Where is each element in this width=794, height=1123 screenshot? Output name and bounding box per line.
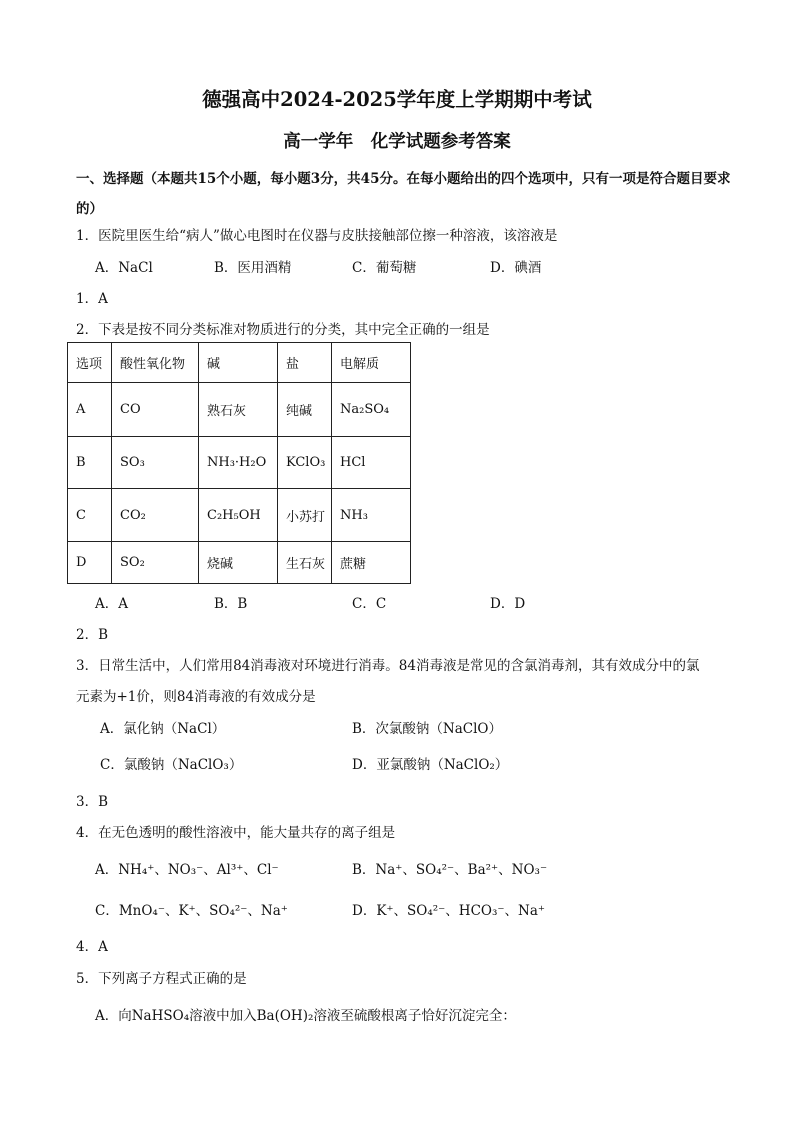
q2-answer: 2．B bbox=[76, 627, 109, 643]
table-cell: D bbox=[68, 542, 112, 584]
q5-stem: 5．下列离子方程式正确的是 bbox=[76, 971, 247, 987]
classification-table bbox=[67, 342, 411, 584]
table-cell: C bbox=[68, 489, 112, 542]
q4-answer: 4．A bbox=[76, 939, 108, 955]
table-cell: CO bbox=[112, 383, 199, 437]
q1-answer: 1．A bbox=[76, 291, 108, 307]
q4-option-c: C．MnO₄⁻、K⁺、SO₄²⁻、Na⁺ bbox=[95, 903, 288, 919]
table-row bbox=[68, 437, 411, 489]
table-cell: 熟石灰 bbox=[199, 383, 278, 437]
table-cell: SO₃ bbox=[112, 437, 199, 489]
table-row bbox=[68, 383, 411, 437]
q2-option-d: D．D bbox=[490, 596, 526, 612]
table-cell: B bbox=[68, 437, 112, 489]
table-header-cell: 选项 bbox=[68, 343, 112, 383]
table-cell: SO₂ bbox=[112, 542, 199, 584]
table-header-cell: 酸性氧化物 bbox=[112, 343, 199, 383]
q2-option-a: A．A bbox=[95, 596, 128, 612]
q2-stem: 2．下表是按不同分类标准对物质进行的分类，其中完全正确的一组是 bbox=[76, 322, 490, 338]
table-header-cell: 盐 bbox=[278, 343, 332, 383]
exam-subtitle: 高一学年 化学试题参考答案 bbox=[283, 132, 511, 152]
table-cell: 纯碱 bbox=[278, 383, 332, 437]
table-cell: 蔗糖 bbox=[332, 542, 411, 584]
table-row bbox=[68, 489, 411, 542]
q3-stem-line2: 元素为+1价，则84消毒液的有效成分是 bbox=[76, 689, 316, 705]
table-row bbox=[68, 542, 411, 584]
table-cell: CO₂ bbox=[112, 489, 199, 542]
q3-option-b: B．次氯酸钠（NaClO） bbox=[352, 721, 502, 737]
table-cell: 生石灰 bbox=[278, 542, 332, 584]
table-cell: KClO₃ bbox=[278, 437, 332, 489]
q2-option-b: B．B bbox=[214, 596, 248, 612]
q2-option-c: C．C bbox=[352, 596, 387, 612]
q3-stem-line1: 3．日常生活中，人们常用84消毒液对环境进行消毒。84消毒液是常见的含氯消毒剂，其有效成分中的氯 bbox=[76, 658, 700, 674]
q4-option-a: A．NH₄⁺、NO₃⁻、Al³⁺、Cl⁻ bbox=[95, 862, 279, 878]
table-header-cell: 碱 bbox=[199, 343, 278, 383]
table-cell: NH₃ bbox=[332, 489, 411, 542]
exam-title: 德强高中2024-2025学年度上学期期中考试 bbox=[202, 88, 592, 111]
q4-option-b: B．Na⁺、SO₄²⁻、Ba²⁺、NO₃⁻ bbox=[352, 862, 548, 878]
q1-option-b: B．医用酒精 bbox=[214, 260, 292, 276]
q4-stem: 4．在无色透明的酸性溶液中，能大量共存的离子组是 bbox=[76, 825, 396, 841]
q1-stem: 1．医院里医生给“病人”做心电图时在仪器与皮肤接触部位擦一种溶液，该溶液是 bbox=[76, 228, 558, 244]
q3-answer: 3．B bbox=[76, 794, 109, 810]
table-cell: HCl bbox=[332, 437, 411, 489]
table-cell: A bbox=[68, 383, 112, 437]
table-cell: 小苏打 bbox=[278, 489, 332, 542]
q1-option-c: C．葡萄糖 bbox=[352, 260, 417, 276]
q5-option-a: A．向NaHSO₄溶液中加入Ba(OH)₂溶液至硫酸根离子恰好沉淀完全： bbox=[95, 1008, 516, 1024]
q1-option-a: A．NaCl bbox=[95, 260, 153, 276]
table-cell: 烧碱 bbox=[199, 542, 278, 584]
q1-option-d: D．碘酒 bbox=[490, 260, 542, 276]
table-header-cell: 电解质 bbox=[332, 343, 411, 383]
q4-option-d: D．K⁺、SO₄²⁻、HCO₃⁻、Na⁺ bbox=[352, 903, 545, 919]
q3-option-c: C．氯酸钠（NaClO₃） bbox=[100, 757, 243, 773]
table-cell: NH₃·H₂O bbox=[199, 437, 278, 489]
q3-option-d: D．亚氯酸钠（NaClO₂） bbox=[352, 757, 509, 773]
section-heading: 一、选择题（本题共15个小题，每小题3分，共45分。在每小题给出的四个选项中，只有一项是符合题目要求的） bbox=[76, 171, 731, 217]
table-header-row bbox=[68, 343, 411, 383]
q3-option-a: A．氯化钠（NaCl） bbox=[100, 721, 226, 737]
table-cell: C₂H₅OH bbox=[199, 489, 278, 542]
table-cell: Na₂SO₄ bbox=[332, 383, 411, 437]
